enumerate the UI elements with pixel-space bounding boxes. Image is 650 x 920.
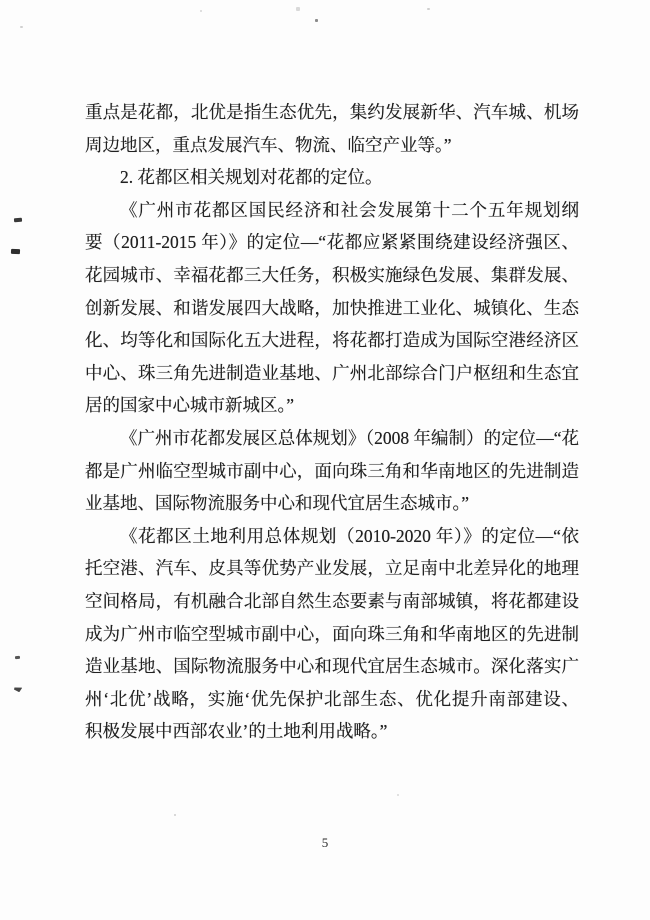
text-line: 空间格局，有机融合北部自然生态要素与南部城镇，将花都建设 <box>85 590 579 611</box>
text-line: 业基地、国际物流服务中心和现代宜居生态城市。” <box>85 493 470 514</box>
margin-mark <box>14 686 23 692</box>
scan-speck <box>427 8 430 10</box>
scan-speck <box>397 794 399 796</box>
text-line: 中心、珠三角先进制造业基地、广州北部综合门户枢纽和生态宜 <box>85 362 579 383</box>
margin-mark <box>11 249 20 254</box>
text-line: 化、均等化和国际化五大进程，将花都打造成为国际空港经济区 <box>85 330 579 351</box>
text-line: 《花都区土地利用总体规划（2010-2020 年）》的定位—“依 <box>120 525 579 546</box>
text-line: 花园城市、幸福花都三大任务，积极实施绿色发展、集群发展、 <box>85 264 579 285</box>
text-line: 造业基地、国际物流服务中心和现代宜居生态城市。深化落实广 <box>85 656 579 677</box>
margin-mark <box>15 656 20 660</box>
text-line: 周边地区，重点发展汽车、物流、临空产业等。” <box>85 134 452 155</box>
margin-mark <box>14 218 22 223</box>
text-line: 居的国家中心城市新城区。” <box>85 395 295 416</box>
text-line: 托空港、汽车、皮具等优势产业发展，立足南中北差异化的地理 <box>85 558 579 579</box>
text-line: 积极发展中西部农业’的土地利用战略。” <box>85 721 388 742</box>
page-number: 5 <box>321 835 329 850</box>
text-line: 要（2011-2015 年）》的定位—“花都应紧紧围绕建设经济强区、 <box>85 232 579 253</box>
text-line: 成为广州市临空型城市副中心，面向珠三角和华南地区的先进制 <box>85 623 579 644</box>
text-line: 重点是花都，北优是指生态优先，集约发展新华、汽车城、机场 <box>85 102 579 122</box>
text-line: 2. 花都区相关规划对花都的定位。 <box>120 167 383 188</box>
text-line: 都是广州临空型城市副中心，面向珠三角和华南地区的先进制造 <box>85 460 579 481</box>
text-line: 州‘北优’战略，实施‘优先保护北部生态、优化提升南部建设、 <box>85 688 579 709</box>
text-line: 《广州市花都区国民经济和社会发展第十二个五年规划纲 <box>120 199 579 220</box>
scan-speck <box>200 10 202 12</box>
scan-speck <box>296 7 300 11</box>
body-text <box>85 96 579 748</box>
text-line: 创新发展、和谐发展四大战略，加快推进工业化、城镇化、生态 <box>85 297 579 318</box>
scan-speck <box>315 19 318 22</box>
scan-speck <box>174 814 176 816</box>
scan-speck <box>20 26 23 28</box>
text-line: 《广州市花都发展区总体规划》（2008 年编制）的定位—“花 <box>120 427 579 448</box>
